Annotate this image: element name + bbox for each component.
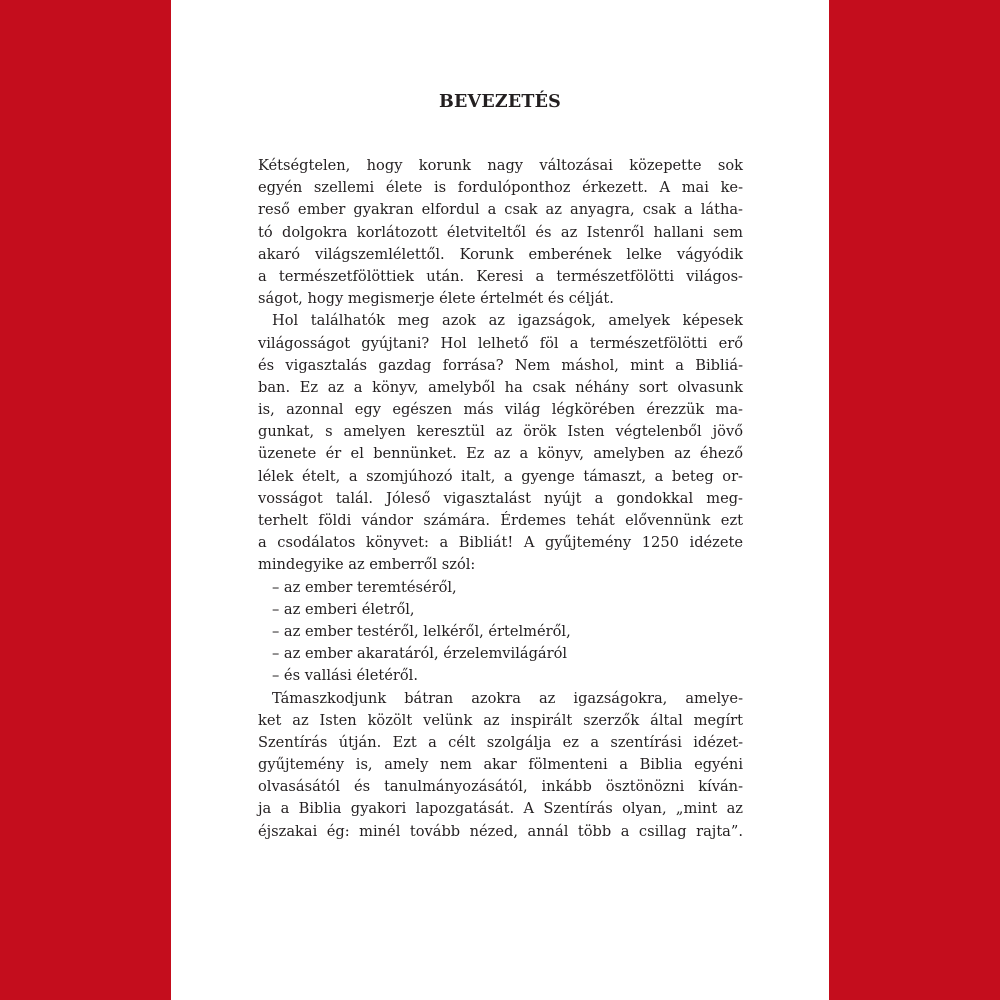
text-line: Támaszkodjunk bátran azokra az igazságokra, amelye- [272, 689, 743, 707]
text-line: ban. Ez az a könyv, amelyből ha csak néhány sort olvasunk [258, 378, 743, 396]
text-line: tó dolgokra korlátozott életviteltől és az Istenről hallani sem [258, 223, 743, 241]
page-title: BEVEZETÉS [439, 92, 561, 112]
body-text [258, 155, 743, 843]
text-line: lélek ételt, a szomjúhozó italt, a gyenge támaszt, a beteg or- [258, 467, 743, 485]
text-line: Kétségtelen, hogy korunk nagy változásai közepette sok [258, 157, 743, 174]
text-line: ságot, hogy megismerje élete értelmét és célját. [258, 290, 614, 308]
text-line: Szentírás útján. Ezt a célt szolgálja ez a szentírási idézet- [258, 733, 743, 751]
text-line: – az ember testéről, lelkéről, értelméről, [272, 622, 571, 640]
text-line: gunkat, s amelyen keresztül az örök Isten végtelenből jövő [258, 423, 743, 441]
text-line: – az ember teremtéséről, [272, 578, 457, 596]
text-line: üzenete ér el bennünket. Ez az a könyv, amelyben az éhező [258, 445, 743, 463]
text-line: ket az Isten közölt velünk az inspirált szerzők által megírt [258, 711, 743, 729]
text-line: és vigasztalás gazdag forrása? Nem máshol, mint a Bibliá- [258, 356, 743, 374]
text-line: Hol találhatók meg azok az igazságok, amelyek képesek [272, 312, 743, 330]
text-line: reső ember gyakran elfordul a csak az anyagra, csak a látha- [258, 201, 743, 219]
text-line: is, azonnal egy egészen más világ légkörében érezzük ma- [258, 401, 743, 419]
text-line: a természetfölöttiek után. Keresi a természetfölötti világos- [258, 267, 743, 285]
text-line: vosságot talál. Jóleső vigasztalást nyújt a gondokkal meg- [258, 489, 743, 507]
text-line: – az emberi életről, [272, 600, 415, 618]
text-line: világosságot gyújtani? Hol lelhető föl a természetfölötti erő [258, 334, 743, 352]
text-line: éjszakai ég: minél tovább nézed, annál több a csillag rajta”. [258, 822, 743, 840]
book-page [171, 0, 829, 1000]
text-line: – és vallási életéről. [272, 667, 418, 685]
text-line: olvasásától és tanulmányozásától, inkább ösztönözni kíván- [258, 778, 743, 796]
text-line: mindegyike az emberről szól: [258, 556, 476, 574]
text-line: gyűjtemény is, amely nem akar fölmenteni a Biblia egyéni [258, 756, 743, 774]
text-line: akaró világszemlélettől. Korunk emberének lelke vágyódik [258, 245, 743, 263]
text-line: – az ember akaratáról, érzelemvilágáról [272, 645, 568, 663]
text-line: egyén szellemi élete is fordulóponthoz érkezett. A mai ke- [258, 179, 743, 197]
left-red-border [0, 0, 171, 1000]
text-line: ja a Biblia gyakori lapozgatását. A Szentírás olyan, „mint az [258, 800, 743, 818]
text-line: terhelt földi vándor számára. Érdemes tehát elővennünk ezt [258, 512, 743, 529]
right-red-border [829, 0, 1000, 1000]
text-line: a csodálatos könyvet: a Bibliát! A gyűjtemény 1250 idézete [258, 534, 743, 552]
